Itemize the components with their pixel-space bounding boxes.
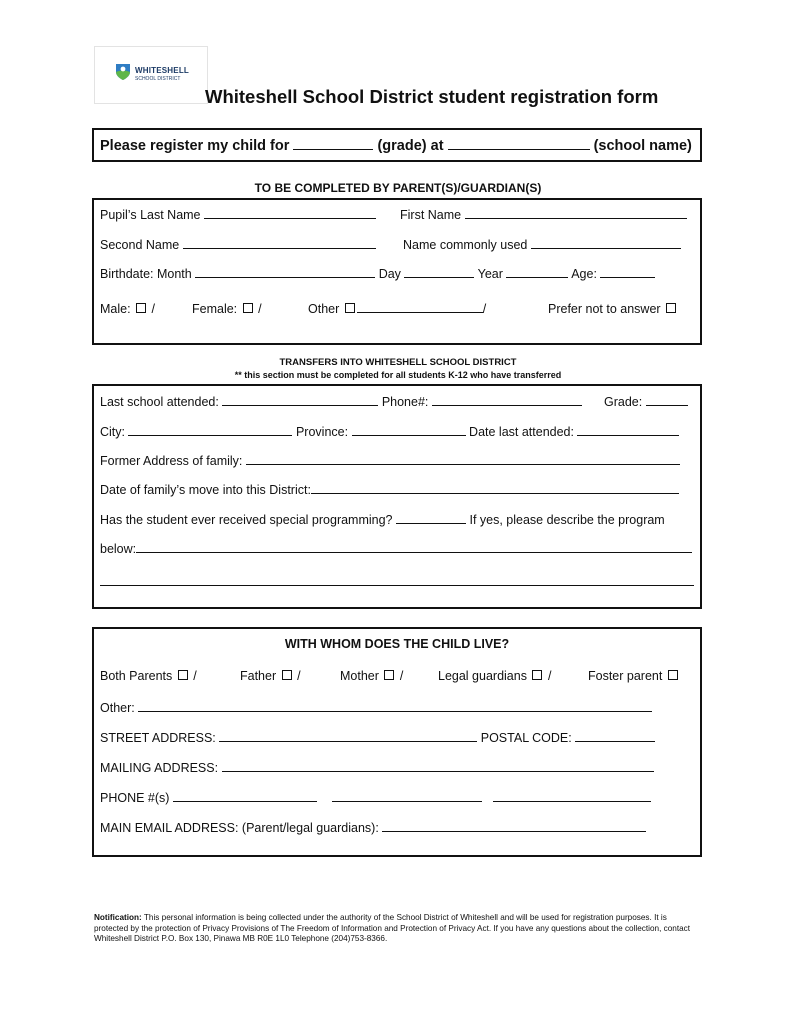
parent-section-box — [92, 198, 702, 345]
date-last-attended-label: Date last attended: — [469, 425, 574, 439]
common-name-field[interactable] — [531, 238, 681, 249]
postal-code-field[interactable] — [575, 731, 655, 742]
male-checkbox[interactable] — [136, 303, 146, 313]
notification-label: Notification: — [94, 913, 142, 922]
transfers-header: TRANSFERS INTO WHITESHELL SCHOOL DISTRICT — [279, 357, 517, 368]
row-former-address — [100, 454, 680, 468]
other-checkbox[interactable] — [345, 303, 355, 313]
first-name-field[interactable] — [465, 208, 687, 219]
register-text-1: Please register my child for — [100, 138, 290, 154]
foster-parent-checkbox[interactable] — [668, 670, 678, 680]
transfers-box — [92, 384, 702, 609]
postal-code-label: POSTAL CODE: — [480, 731, 572, 745]
row-foster-parent — [588, 669, 680, 683]
father-label: Father — [240, 669, 277, 683]
province-label: Province: — [295, 425, 349, 439]
phone-field-3[interactable] — [493, 791, 651, 802]
row-names — [100, 208, 376, 222]
program-description-field[interactable] — [136, 542, 692, 553]
date-move-field[interactable] — [311, 483, 679, 494]
date-last-attended-field[interactable] — [577, 425, 679, 436]
row-second-name — [100, 238, 376, 252]
notification-text — [94, 913, 694, 945]
date-move-label: Date of family’s move into this District: — [100, 483, 311, 497]
lives-with-header: WITH WHOM DOES THE CHILD LIVE? — [284, 637, 510, 651]
birthdate-month-field[interactable] — [195, 267, 375, 278]
register-line — [100, 138, 692, 154]
special-programming-label: Has the student ever received special programming? — [100, 513, 393, 527]
mother-slash: / — [399, 669, 404, 683]
row-last-school — [100, 395, 582, 409]
email-label: MAIN EMAIL ADDRESS: (Parent/legal guardians): — [100, 821, 379, 835]
phone-field[interactable] — [432, 395, 582, 406]
female-label: Female: — [192, 302, 238, 316]
both-parents-checkbox[interactable] — [178, 670, 188, 680]
row-phone — [100, 791, 651, 805]
form-title: Whiteshell School District student registration form — [205, 86, 659, 107]
year-field[interactable] — [506, 267, 568, 278]
other-lives-field[interactable] — [138, 701, 652, 712]
row-special-programming — [100, 513, 665, 527]
first-name-label: First Name — [400, 208, 462, 222]
row-mother — [340, 669, 403, 683]
city-label: City: — [100, 425, 125, 439]
notification-body: This personal information is being collected under the authority of the School District of Whiteshell and will be used for registration purposes. It is protected by the protection of Privacy Provisions of The Freedom of Information and Protection of Privacy Act. If you have any questions about the collection, contact Whiteshell District P.O. Box 130, Pinawa MB R0E 1L0 Telephone (204)753-8366. — [94, 913, 691, 943]
lives-with-box — [92, 627, 702, 857]
other-label: Other — [308, 302, 340, 316]
special-programming-field[interactable] — [396, 513, 466, 524]
year-label: Year — [477, 267, 503, 281]
province-field[interactable] — [352, 425, 466, 436]
row-street-address — [100, 731, 655, 745]
row-gender — [100, 302, 155, 316]
shield-logo-icon — [115, 63, 131, 81]
row-other — [308, 302, 486, 316]
below-label: below: — [100, 542, 137, 556]
father-slash: / — [297, 669, 301, 683]
row-city — [100, 425, 679, 439]
former-address-field[interactable] — [246, 454, 680, 465]
other-slash: / — [482, 302, 487, 316]
if-yes-label: If yes, please describe the program — [469, 513, 665, 527]
age-field[interactable] — [600, 267, 655, 278]
row-date-move — [100, 483, 679, 497]
other-lives-label: Other: — [100, 701, 135, 715]
row-legal-guardians — [438, 669, 551, 683]
phone-field-1[interactable] — [173, 791, 317, 802]
second-name-label: Second Name — [100, 238, 180, 252]
mailing-address-field[interactable] — [222, 761, 654, 772]
both-parents-label: Both Parents — [100, 669, 173, 683]
day-label: Day — [378, 267, 401, 281]
row-grade — [604, 395, 688, 409]
row-below — [100, 542, 692, 556]
legal-guardians-checkbox[interactable] — [532, 670, 542, 680]
male-label: Male: — [100, 302, 131, 316]
female-checkbox[interactable] — [243, 303, 253, 313]
age-label: Age: — [571, 267, 597, 281]
prefer-not-checkbox[interactable] — [666, 303, 676, 313]
email-field[interactable] — [382, 821, 646, 832]
transfers-subheader: ** this section must be completed for all students K-12 who have transferred — [234, 370, 562, 380]
mailing-address-label: MAILING ADDRESS: — [100, 761, 219, 775]
row-father — [240, 669, 301, 683]
phone-label: Phone#: — [381, 395, 429, 409]
row-female — [192, 302, 262, 316]
register-box — [92, 128, 702, 162]
row-other-lives — [100, 701, 652, 715]
common-name-label: Name commonly used — [403, 238, 528, 252]
father-checkbox[interactable] — [282, 670, 292, 680]
row-prefer-not — [548, 302, 678, 316]
city-field[interactable] — [128, 425, 292, 436]
mother-checkbox[interactable] — [384, 670, 394, 680]
row-birthdate — [100, 267, 655, 281]
district-logo — [94, 46, 208, 104]
row-both-parents — [100, 669, 197, 683]
pupil-last-name-field[interactable] — [204, 208, 376, 219]
parent-section-header: TO BE COMPLETED BY PARENT(S)/GUARDIAN(S) — [254, 181, 542, 195]
last-school-label: Last school attended: — [100, 395, 219, 409]
former-address-label: Former Address of family: — [100, 454, 243, 468]
row-mailing-address — [100, 761, 654, 775]
other-gender-field[interactable] — [357, 302, 483, 313]
last-school-field[interactable] — [222, 395, 378, 406]
pupil-last-name-label: Pupil’s Last Name — [100, 208, 201, 222]
legal-guardians-slash: / — [547, 669, 552, 683]
female-slash: / — [258, 302, 262, 316]
program-description-field-2[interactable] — [100, 585, 694, 586]
street-address-field[interactable] — [219, 731, 477, 742]
logo-text-line1: WHITESHELL — [135, 66, 189, 75]
school-name-field[interactable] — [448, 139, 590, 150]
prefer-not-label: Prefer not to answer — [548, 302, 661, 316]
male-slash: / — [151, 302, 156, 316]
mother-label: Mother — [340, 669, 379, 683]
row-common-name — [403, 238, 681, 252]
phone-numbers-label: PHONE #(s) — [100, 791, 170, 805]
grade-label: Grade: — [604, 395, 643, 409]
foster-parent-label: Foster parent — [588, 669, 663, 683]
row-email — [100, 821, 646, 835]
register-text-3: (school name) — [593, 138, 692, 154]
both-parents-slash: / — [193, 669, 197, 683]
grade-transfer-field[interactable] — [646, 395, 688, 406]
street-address-label: STREET ADDRESS: — [100, 731, 216, 745]
legal-guardians-label: Legal guardians — [438, 669, 527, 683]
logo-text-line2: SCHOOL DISTRICT — [135, 76, 181, 82]
phone-field-2[interactable] — [332, 791, 482, 802]
grade-field[interactable] — [293, 139, 373, 150]
birthdate-month-label: Birthdate: Month — [100, 267, 192, 281]
day-field[interactable] — [404, 267, 474, 278]
register-text-2: (grade) at — [377, 138, 444, 154]
row-first-name — [400, 208, 687, 222]
second-name-field[interactable] — [183, 238, 376, 249]
